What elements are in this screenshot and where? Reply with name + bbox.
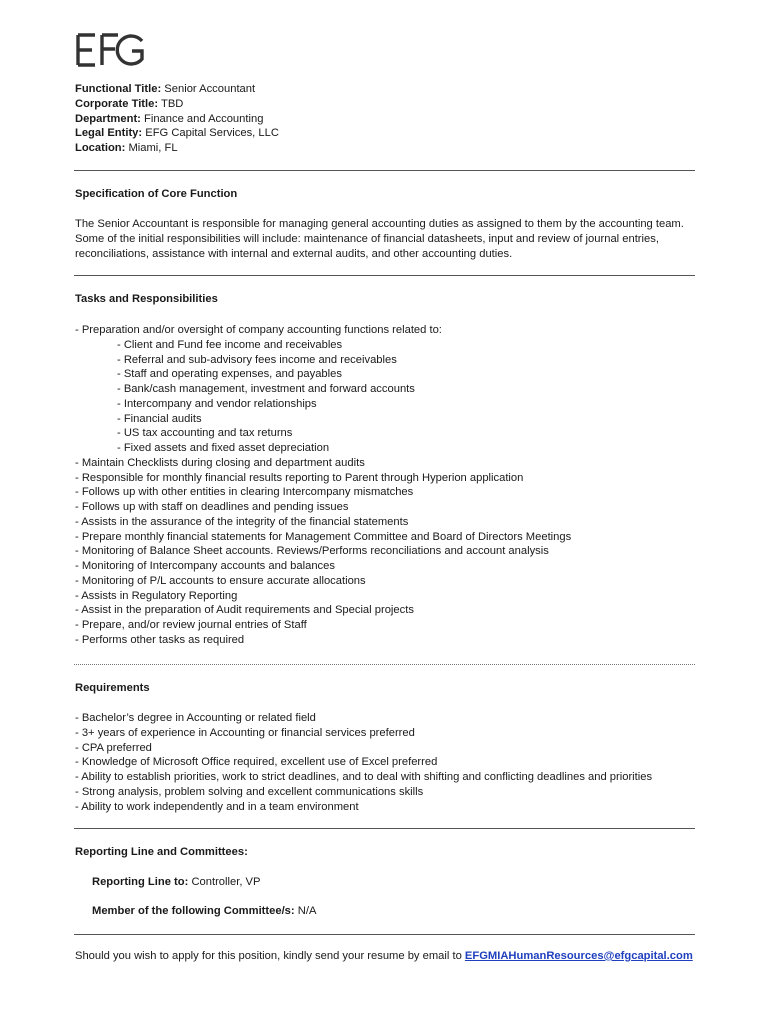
committee-value: N/A: [297, 905, 317, 917]
paragraph-line: The Senior Accountant is responsible for managing general accounting duties as assigned to them by the accounting team.: [75, 218, 684, 230]
reporting-line: [92, 876, 260, 888]
reporting-heading: Reporting Line and Committees:: [75, 846, 248, 858]
meta-value: EFG Capital Services, LLC: [145, 127, 279, 140]
meta-value: Senior Accountant: [164, 83, 256, 95]
job-meta: [75, 82, 279, 156]
task-subitem: - US tax accounting and tax returns: [117, 427, 293, 440]
paragraph-line: reconciliations, assistance with internal and external audits, and other accounting duties.: [75, 247, 513, 260]
meta-row: [75, 126, 279, 141]
meta-label: Legal Entity:: [75, 127, 143, 140]
tasks-heading: Tasks and Responsibilities: [75, 293, 218, 305]
requirement-item: - Ability to work independently and in a team environment: [75, 800, 359, 813]
divider: [74, 170, 695, 171]
paragraph-line: Some of the initial responsibilities will include: maintenance of financial datasheets, input and review of journal entries,: [75, 232, 659, 245]
requirement-item: - Strong analysis, problem solving and excellent communications skills: [75, 785, 424, 798]
task-item: - Responsible for monthly financial results reporting to Parent through Hyperion application: [75, 471, 524, 484]
requirement-item: - Bachelor’s degree in Accounting or related field: [75, 712, 316, 724]
divider: [74, 934, 695, 935]
divider: [74, 664, 695, 665]
task-subitem: - Financial audits: [117, 412, 202, 425]
meta-row: [75, 112, 279, 127]
apply-text: Should you wish to apply for this position, kindly send your resume by email to: [75, 950, 462, 962]
tasks-list: [75, 323, 571, 648]
task-item: - Assists in Regulatory Reporting: [75, 589, 238, 602]
task-item: - Monitoring of P/L accounts to ensure accurate allocations: [75, 574, 366, 587]
task-item: - Assists in the assurance of the integrity of the financial statements: [75, 515, 409, 528]
requirement-item: - Knowledge of Microsoft Office required, excellent use of Excel preferred: [75, 756, 438, 769]
meta-label: Department:: [75, 112, 141, 125]
reporting-line-label: Reporting Line to:: [92, 876, 189, 888]
meta-label: Functional Title:: [75, 83, 162, 95]
requirement-item: - CPA preferred: [75, 741, 152, 754]
meta-label: Corporate Title:: [75, 97, 159, 110]
task-subitem: - Staff and operating expenses, and payables: [117, 368, 342, 381]
efg-logo: [76, 33, 144, 67]
meta-value: TBD: [161, 97, 184, 110]
task-item: - Prepare monthly financial statements for Management Committee and Board of Directors Meetings: [75, 530, 572, 543]
task-item: - Monitoring of Balance Sheet accounts. Reviews/Performs reconciliations and account analysis: [75, 545, 549, 558]
task-item: - Follows up with staff on deadlines and pending issues: [75, 501, 349, 513]
task-item: - Maintain Checklists during closing and department audits: [75, 456, 365, 469]
task-subitem: - Intercompany and vendor relationships: [117, 397, 317, 410]
task-item: - Assist in the preparation of Audit requirements and Special projects: [75, 604, 414, 617]
task-subitem: - Client and Fund fee income and receivables: [117, 338, 343, 351]
divider: [74, 828, 695, 829]
requirements-list: [75, 711, 652, 814]
meta-value: Miami, FL: [128, 142, 178, 155]
committee-line: [92, 905, 316, 917]
meta-row: [75, 97, 279, 112]
task-item: - Monitoring of Intercompany accounts and balances: [75, 560, 335, 572]
task-item: - Follows up with other entities in clearing Intercompany mismatches: [75, 486, 414, 499]
meta-row: [75, 141, 279, 156]
committee-label: Member of the following Committee/s:: [92, 905, 295, 917]
requirement-item: - Ability to establish priorities, work to strict deadlines, and to deal with shifting and conflicting deadlines and priorities: [75, 771, 653, 783]
meta-row: [75, 82, 279, 97]
divider: [74, 275, 695, 276]
task-item: - Performs other tasks as required: [75, 633, 245, 646]
task-item: - Prepare, and/or review journal entries of Staff: [75, 619, 307, 631]
requirements-heading: Requirements: [75, 682, 150, 694]
task-subitem: - Referral and sub-advisory fees income and receivables: [117, 353, 397, 366]
meta-label: Location:: [75, 142, 126, 155]
core-function-heading: Specification of Core Function: [75, 188, 238, 200]
task-item: - Preparation and/or oversight of company accounting functions related to:: [75, 324, 442, 336]
apply-note: [75, 950, 693, 962]
core-function-text: [75, 217, 705, 261]
task-subitem: - Bank/cash management, investment and forward accounts: [117, 383, 415, 395]
hr-email-link[interactable]: EFGMIAHumanResources@efgcapital.com: [464, 950, 693, 962]
reporting-line-value: Controller, VP: [191, 876, 261, 888]
meta-value: Finance and Accounting: [144, 112, 264, 125]
task-subitem: - Fixed assets and fixed asset depreciation: [117, 442, 330, 454]
requirement-item: - 3+ years of experience in Accounting or financial services preferred: [75, 726, 415, 739]
